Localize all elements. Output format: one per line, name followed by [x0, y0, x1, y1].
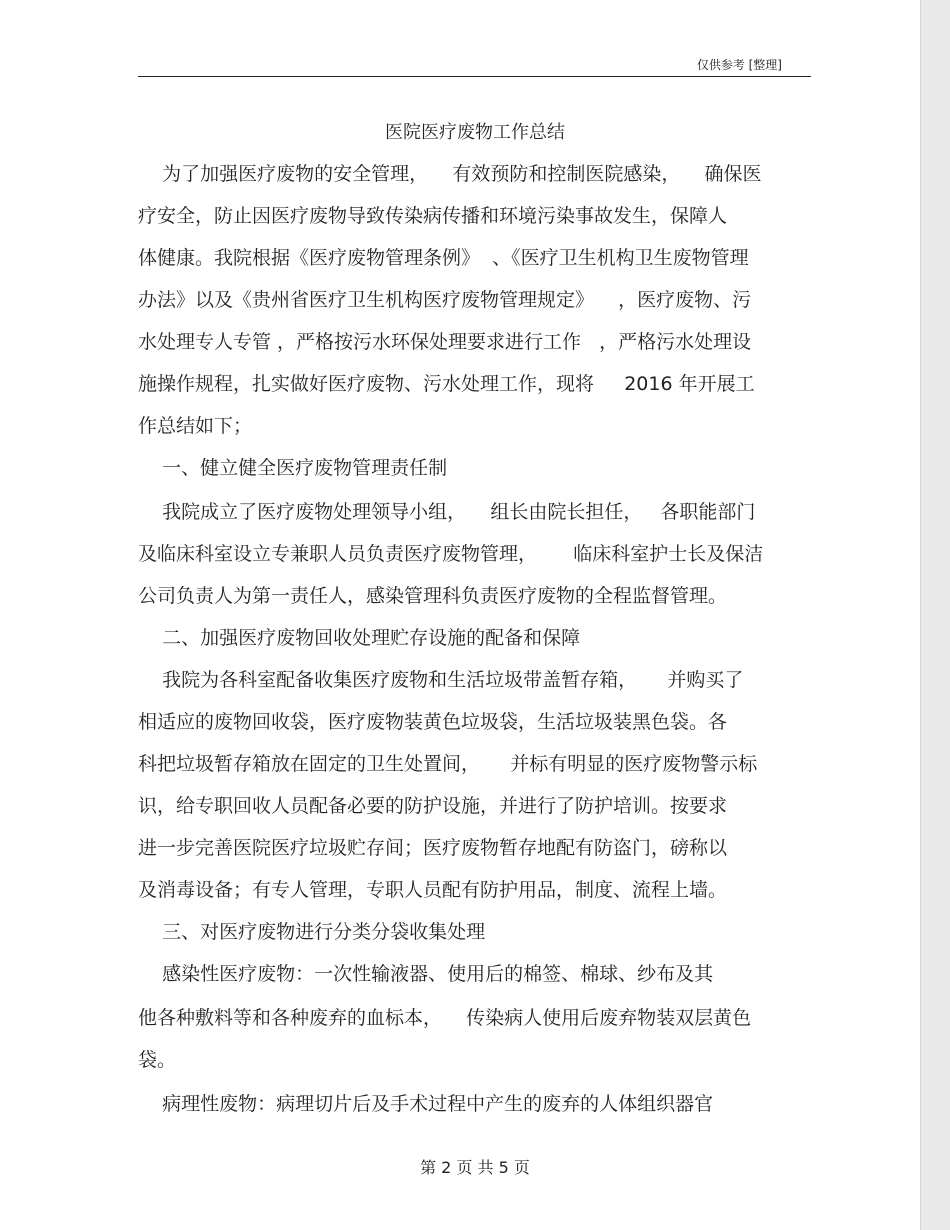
body-line: 施操作规程，扎实做好医疗废物、污水处理工作，现将 2016 年开展工: [138, 373, 755, 395]
header-rule: [138, 76, 811, 77]
body-line: 科把垃圾暂存箱放在固定的卫生处置间， 并标有明显的医疗废物警示标: [138, 753, 758, 775]
body-line: 袋。: [138, 1049, 177, 1071]
body-line: 作总结如下；: [138, 415, 253, 437]
body-line: 感染性医疗废物：一次性输液器、使用后的棉签、棉球、纱布及其: [138, 963, 714, 985]
body-line: 我院成立了医疗废物处理领导小组， 组长由院长担任， 各职能部门: [138, 501, 756, 523]
body-line: 为了加强医疗废物的安全管理， 有效预防和控制医院感染， 确保医: [138, 163, 762, 185]
body-line: 疗安全，防止因医疗废物导致传染病传播和环境污染事故发生，保障人: [138, 205, 728, 227]
body-line: 水处理专人专管 ，严格按污水环保处理要求进行工作 ，严格污水处理设: [138, 331, 752, 353]
section-heading: 三、对医疗废物进行分类分袋收集处理: [138, 921, 486, 943]
body-line: 体健康。我院根据《医疗废物管理条例》 、《医疗卫生机构卫生废物管理: [138, 247, 749, 269]
body-line: 及临床科室设立专兼职人员负责医疗废物管理， 临床科室护士长及保洁: [138, 543, 764, 565]
header-note: 仅供参考 [整理]: [696, 58, 782, 72]
page-title: 医院医疗废物工作总结: [385, 122, 565, 143]
body-line: 识，给专职回收人员配备必要的防护设施，并进行了防护培训。按要求: [138, 795, 728, 817]
body-line: 公司负责人为第一责任人，感染管理科负责医疗废物的全程监督管理。: [138, 585, 728, 607]
body-line: 我院为各科室配备收集医疗废物和生活垃圾带盖暂存箱， 并购买了: [138, 669, 744, 691]
body-line: 进一步完善医院医疗垃圾贮存间；医疗废物暂存地配有防盗门，磅称以: [138, 837, 728, 859]
body-line: 及消毒设备；有专人管理，专职人员配有防护用品，制度、流程上墙。: [138, 879, 728, 901]
body-line: 办法》以及《贵州省医疗卫生机构医疗废物管理规定》 ，医疗废物、污: [138, 289, 752, 311]
section-heading: 二、加强医疗废物回收处理贮存设施的配备和保障: [138, 627, 581, 649]
body-line: 他各种敷料等和各种废弃的血标本， 传染病人使用后废弃物装双层黄色: [138, 1007, 752, 1029]
body-line: 病理性废物：病理切片后及手术过程中产生的废弃的人体组织器官: [138, 1093, 714, 1115]
section-heading: 一、健立健全医疗废物管理责任制: [138, 457, 448, 479]
body-line: 相适应的废物回收袋，医疗废物装黄色垃圾袋，生活垃圾装黑色袋。各: [138, 711, 728, 733]
page-number: 第 2 页 共 5 页: [420, 1158, 530, 1177]
